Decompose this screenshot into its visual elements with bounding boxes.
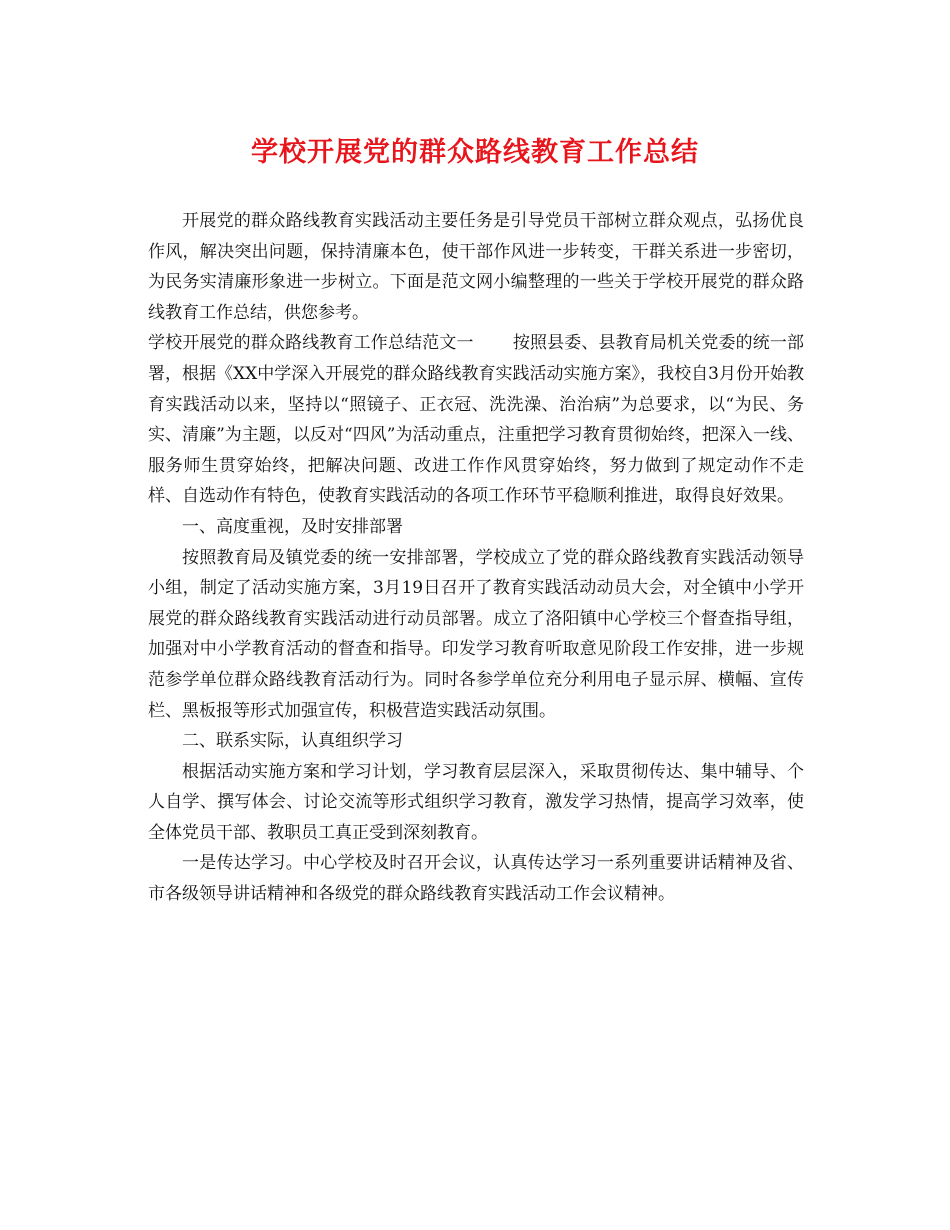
- section-1-paragraph: 按照教育局及镇党委的统一安排部署，学校成立了党的群众路线教育实践活动领导小组，制定了活动实施方案，3月19日召开了教育实践活动动员大会，对全镇中小学开展党的群众路线教育实践活动进行动员部署。成立了洛阳镇中心学校三个督查指导组，加强对中小学教育活动的督查和指导。印发学习教育听取意见阶段工作安排，进一步规范参学单位群众路线教育活动行为。同时各参学单位充分利用电子显示屏、横幅、宣传栏、黑板报等形式加强宣传，积极营造实践活动氛围。: [148, 547, 804, 721]
- document-body: [148, 206, 804, 910]
- section-2-item-1-paragraph: 一是传达学习。中心学校及时召开会议，认真传达学习一系列重要讲话精神及省、市各级领导讲话精神和各级党的群众路线教育实践活动工作会议精神。: [148, 853, 804, 905]
- sample-paragraph: [148, 328, 804, 512]
- intro-paragraph: 开展党的群众路线教育实践活动主要任务是引导党员干部树立群众观点，弘扬优良作风，解决突出问题，保持清廉本色，使干部作风进一步转变，干群关系进一步密切，为民务实清廉形象进一步树立。下面是范文网小编整理的一些关于学校开展党的群众路线教育工作总结，供您参考。: [148, 211, 804, 323]
- section-1-heading: 一、高度重视，及时安排部署: [182, 516, 403, 537]
- sample-body: 按照县委、县教育局机关党委的统一部署，根据《XX中学深入开展党的群众路线教育实践活动实施方案》，我校自3月份开始教育实践活动以来，坚持以“照镜子、正衣冠、洗洗澡、治治病”为总要求，以“为民、务实、清廉”为主题，以反对“四风”为活动重点，注重把学习教育贯彻始终，把深入一线、服务师生贯穿始终，把解决问题、改进工作作风贯穿始终，努力做到了规定动作不走样、自选动作有特色，使教育实践活动的各项工作环节平稳顺利推进，取得良好效果。: [148, 333, 805, 507]
- section-2-heading: 二、联系实际，认真组织学习: [182, 731, 403, 752]
- section-2-paragraph: 根据活动实施方案和学习计划，学习教育层层深入，采取贯彻传达、集中辅导、个人自学、撰写体会、讨论交流等形式组织学习教育，激发学习热情，提高学习效率，使全体党员干部、教职员工真正受到深刻教育。: [148, 761, 804, 843]
- document-title: 学校开展党的群众路线教育工作总结: [251, 137, 699, 168]
- sample-heading: 学校开展党的群众路线教育工作总结范文一: [148, 333, 474, 354]
